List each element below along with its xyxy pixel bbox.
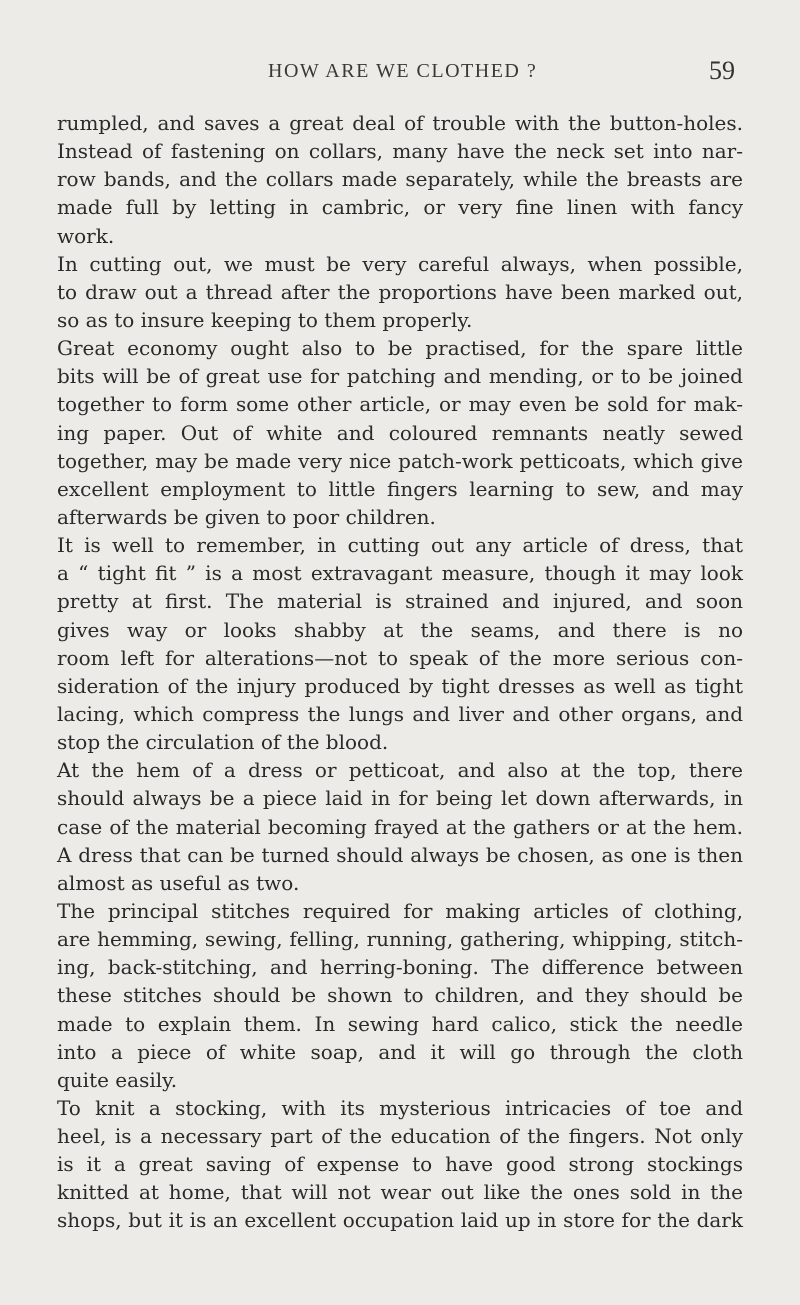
text-line: heel, is a necessary part of the education of the fingers. Not only [57,1124,743,1149]
text-line: To knit a stocking, with its mysterious intricacies of toe and [57,1095,743,1120]
text-line: so as to insure keeping to them properly. [57,307,473,332]
text-line: rumpled, and saves a great deal of trouble with the button-holes. [57,111,743,135]
text-line: afterwards be given to poor children. [57,504,436,529]
text-line: sideration of the injury produced by tight dresses as well as tight [57,673,743,698]
text-line: should always be a piece laid in for being let down afterwards, in [57,786,743,811]
text-line: case of the material becoming frayed at the gathers or at the hem. [57,814,743,839]
text-line: pretty at first. The material is strained and injured, and soon [57,589,743,614]
text-line: quite easily. [57,1067,178,1092]
text-line: almost as useful as two. [57,870,300,895]
text-line: work. [57,223,115,248]
page-header [0,56,800,100]
text-line: shops, but it is an excellent occupation laid up in store for the dark [57,1208,743,1233]
text-line: stop the circulation of the blood. [57,730,389,755]
text-line: together to form some other article, or may even be sold for mak- [57,392,743,417]
text-line: room left for alterations—not to speak of the more serious con- [57,645,743,670]
text-line: bits will be of great use for patching and mending, or to be joined [57,364,743,389]
text-line: A dress that can be turned should always be chosen, as one is then [57,842,743,867]
text-line: The principal stitches required for making articles of clothing, [57,898,743,923]
text-line: ing paper. Out of white and coloured remnants neatly sewed [57,420,743,445]
page-number: 59 [709,56,735,85]
text-line: Great economy ought also to be practised, for the spare little [57,336,743,361]
text-line: It is well to remember, in cutting out any article of dress, that [57,533,743,558]
text-line: lacing, which compress the lungs and liver and other organs, and [57,701,743,726]
text-line: made to explain them. In sewing hard calico, stick the needle [57,1011,743,1036]
text-line: are hemming, sewing, felling, running, gathering, whipping, stitch- [57,927,743,952]
text-line: these stitches should be shown to children, and they should be [57,983,743,1008]
text-line: Instead of fastening on collars, many have the neck set into nar- [57,139,743,164]
text-line: gives way or looks shabby at the seams, and there is no [57,617,743,642]
running-head: HOW ARE WE CLOTHED ? [268,60,538,82]
text-line: row bands, and the collars made separately, while the breasts are [57,167,743,192]
text-line: to draw out a thread after the proportions have been marked out, [57,279,743,304]
body-text [57,109,743,1235]
text-line: In cutting out, we must be very careful always, when possible, [57,251,743,276]
text-line: made full by letting in cambric, or very fine linen with fancy [57,195,743,220]
text-line: into a piece of white soap, and it will go through the cloth [57,1039,743,1064]
text-line: together, may be made very nice patch-work petticoats, which give [57,448,743,473]
text-line: is it a great saving of expense to have good strong stockings [57,1152,743,1177]
text-line: At the hem of a dress or petticoat, and also at the top, there [57,758,743,783]
text-line: knitted at home, that will not wear out like the ones sold in the [57,1180,743,1205]
text-line: a “ tight fit ” is a most extravagant measure, though it may look [57,561,743,586]
text-line: ing, back-stitching, and herring-boning. The difference between [57,955,743,980]
text-line: excellent employment to little fingers learning to sew, and may [57,476,743,501]
